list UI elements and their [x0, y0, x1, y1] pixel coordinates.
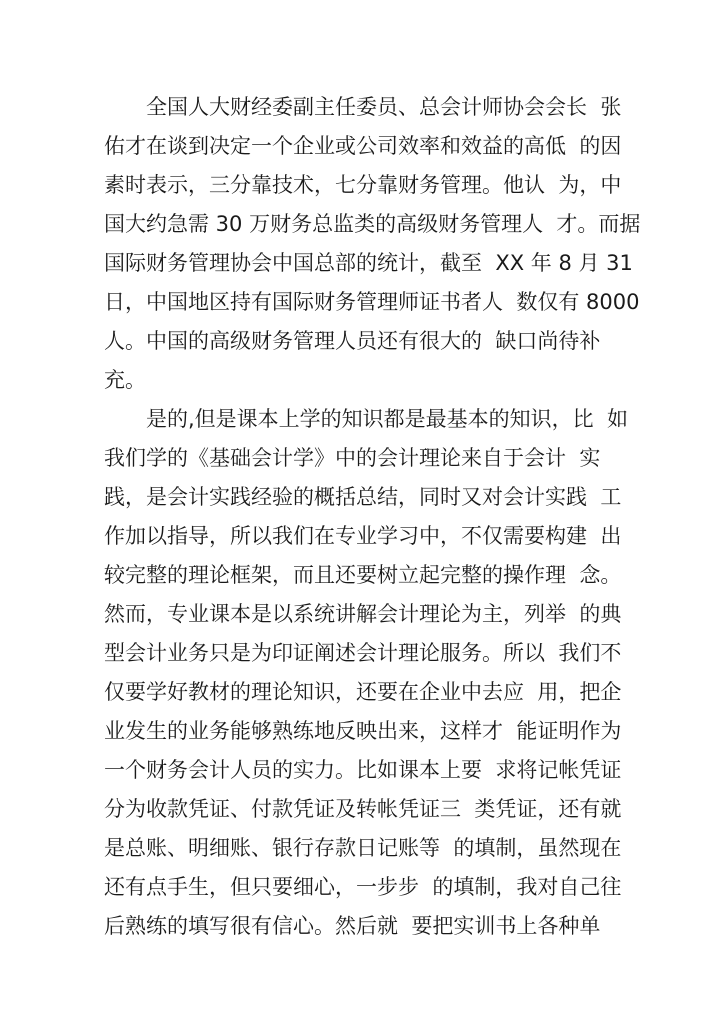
- text-line: 是总账、明细账、银行存款日记账等 的填制，虽然现在: [104, 836, 622, 860]
- text-line: 作加以指导，所以我们在专业学习中，不仅需要构建 出: [104, 524, 622, 548]
- text-line: 全国人大财经委副主任委员、总会计师协会会长 张: [104, 95, 622, 119]
- text-line: 较完整的理论框架，而且还要树立起完整的操作理 念。: [104, 563, 622, 587]
- body-text: [104, 88, 641, 946]
- text-line: 充。: [104, 368, 146, 392]
- text-line: 然而，专业课本是以系统讲解会计理论为主，列举 的典: [104, 602, 622, 626]
- text-line: 人。中国的高级财务管理人员还有很大的 缺口尚待补: [104, 329, 601, 353]
- text-line: 型会计业务只是为印证阐述会计理论服务。所以 我们不: [104, 641, 622, 665]
- text-line: 还有点手生，但只要细心，一步步 的填制，我对自己往: [104, 875, 622, 899]
- text-line: 国际财务管理协会中国总部的统计，截至 XX 年 8 月 31: [104, 251, 633, 275]
- paragraph-1: [104, 88, 641, 400]
- paragraph-2: [104, 400, 629, 946]
- text-line: 佑才在谈到决定一个企业或公司效率和效益的高低 的因: [104, 134, 622, 158]
- text-line: 素时表示，三分靠技术，七分靠财务管理。他认 为，中: [104, 173, 622, 197]
- text-line: 我们学的《基础会计学》中的会计理论来自于会计 实: [104, 446, 601, 470]
- text-line: 是的,但是课本上学的知识都是最基本的知识，比 如: [104, 407, 629, 431]
- text-line: 后熟练的填写很有信心。然后就 要把实训书上各种单: [104, 914, 601, 938]
- text-line: 业发生的业务能够熟练地反映出来，这样才 能证明作为: [104, 719, 622, 743]
- text-line: 践，是会计实践经验的概括总结，同时又对会计实践 工: [104, 485, 622, 509]
- text-line: 国大约急需 30 万财务总监类的高级财务管理人 才。而据: [104, 212, 641, 236]
- text-line: 仅要学好教材的理论知识，还要在企业中去应 用，把企: [104, 680, 622, 704]
- text-line: 分为收款凭证、付款凭证及转帐凭证三 类凭证，还有就: [104, 797, 622, 821]
- text-line: 一个财务会计人员的实力。比如课本上要 求将记帐凭证: [104, 758, 622, 782]
- text-line: 日，中国地区持有国际财务管理师证书者人 数仅有 8000: [104, 290, 640, 314]
